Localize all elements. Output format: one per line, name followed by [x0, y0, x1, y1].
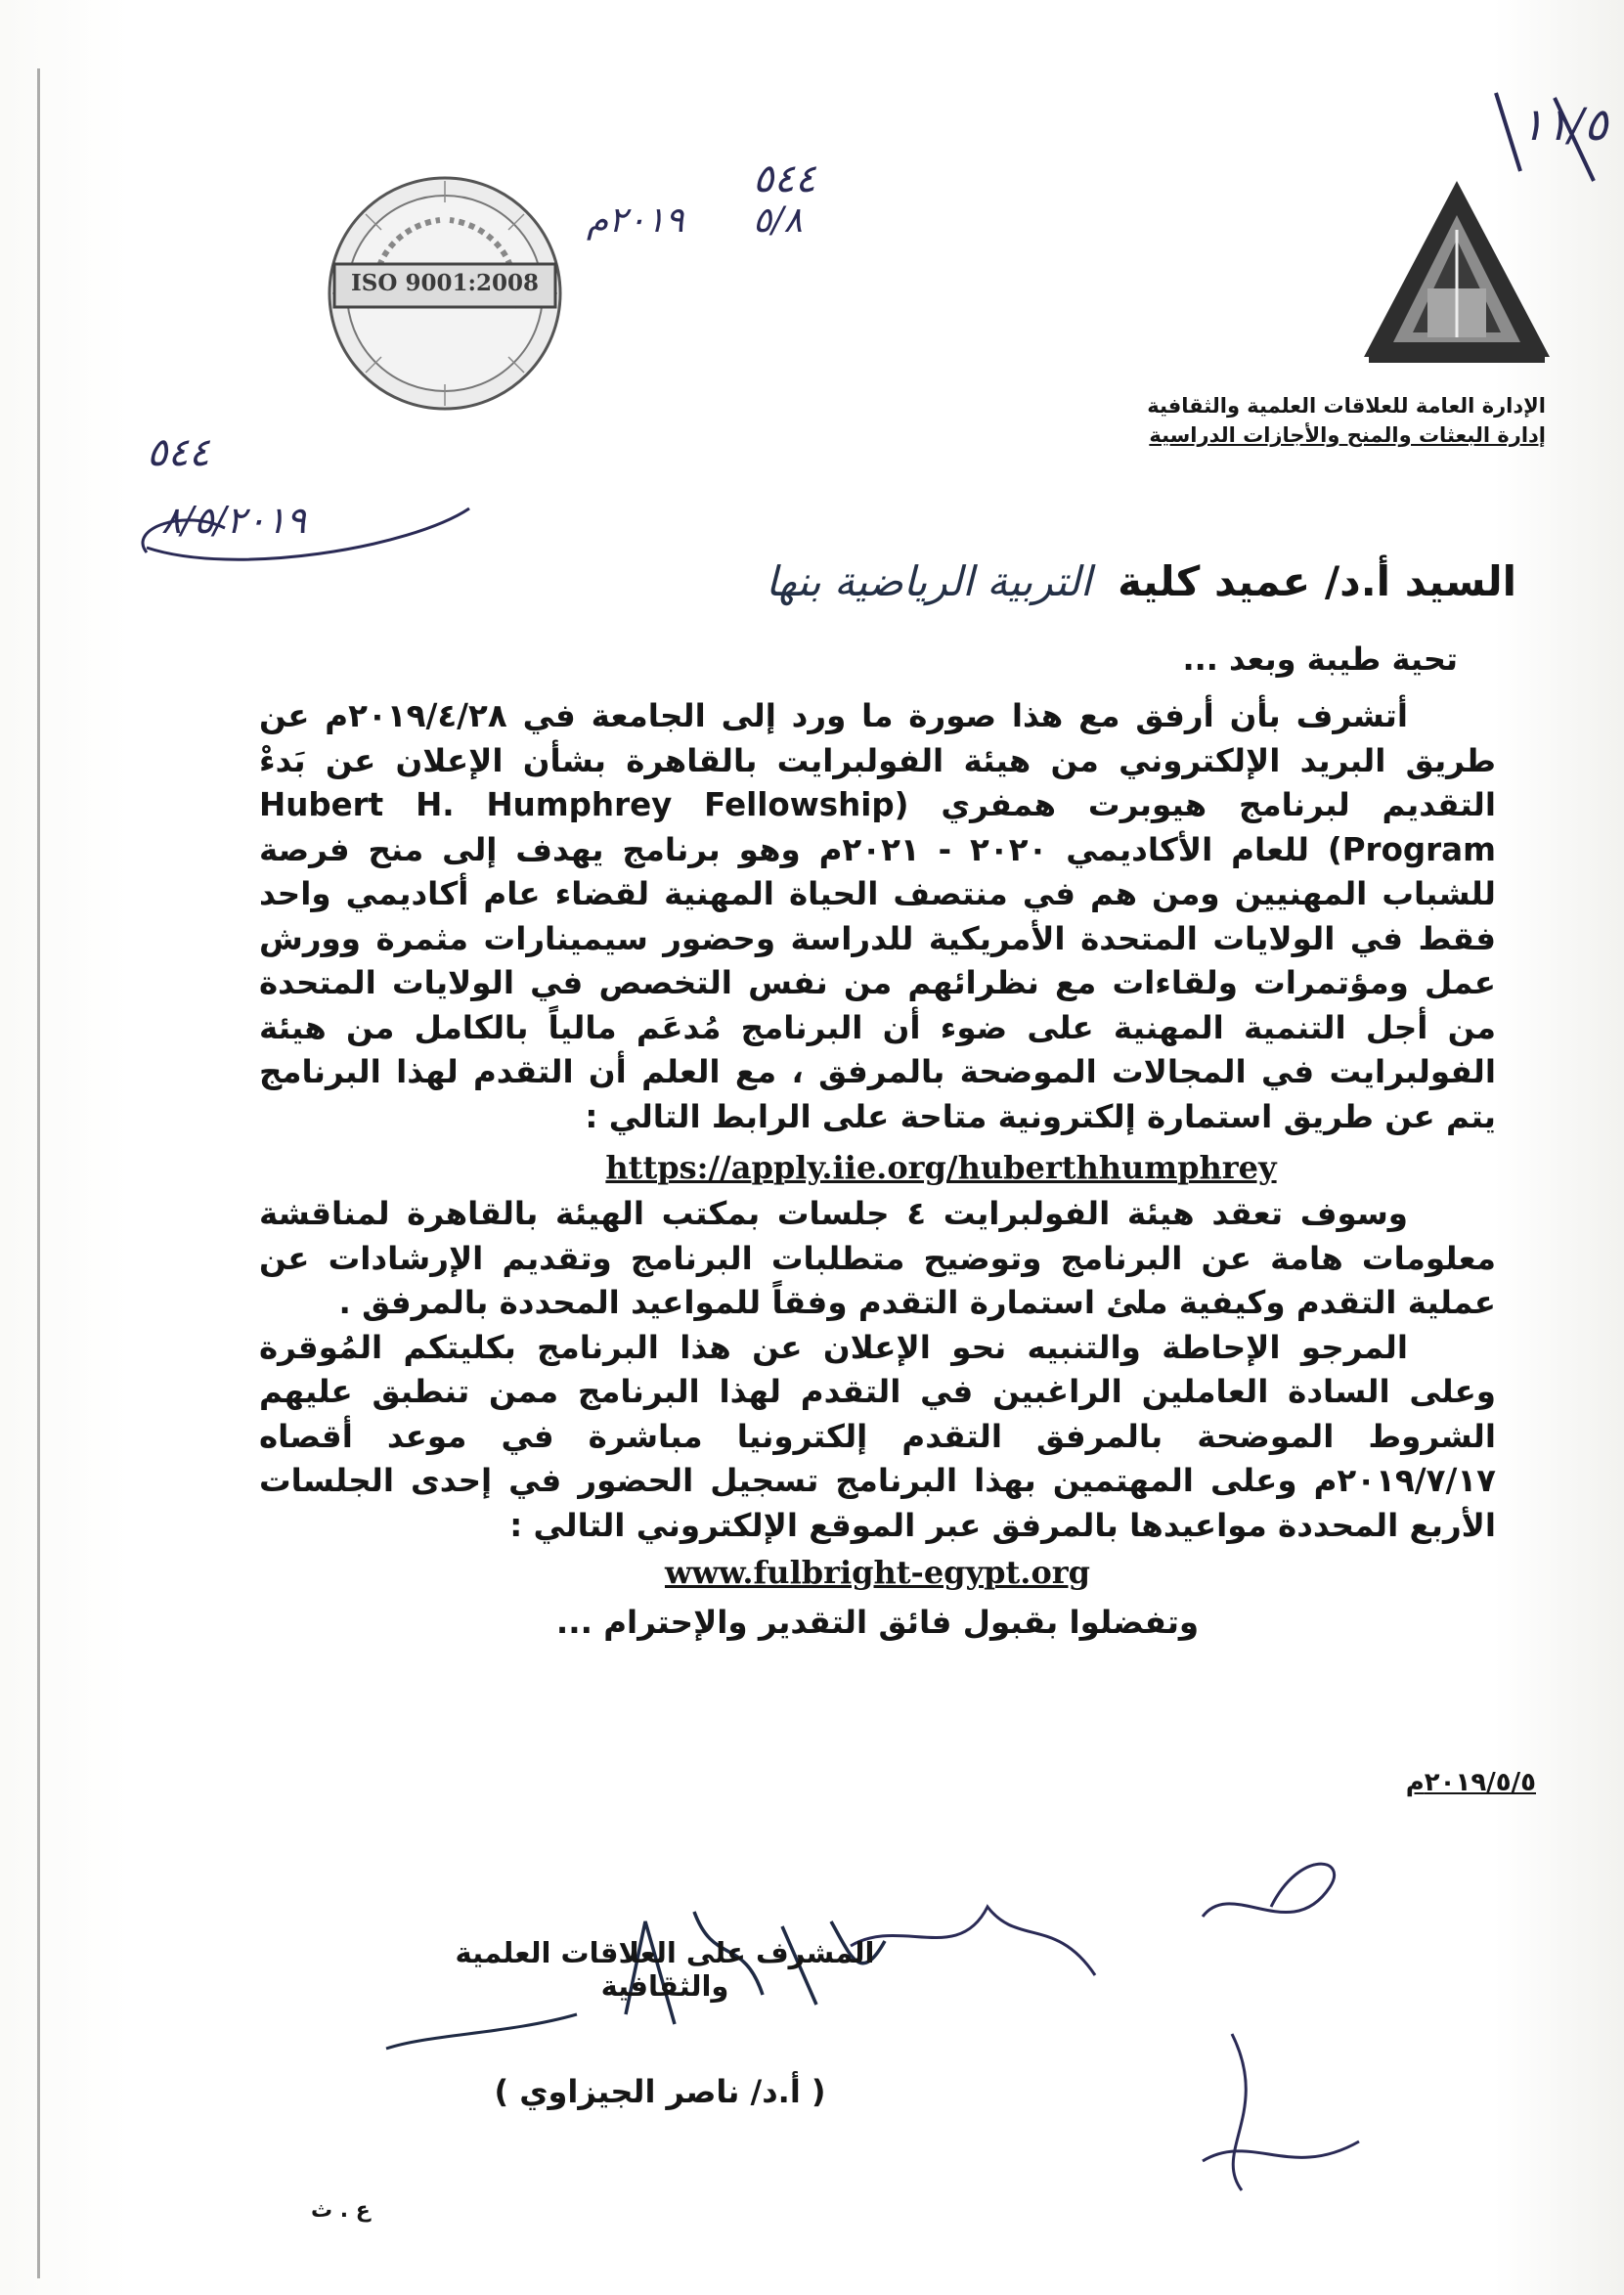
university-logo-icon — [1359, 171, 1555, 386]
signatory-name: ( أ.د/ ناصر الجيزاوي ) — [494, 2073, 826, 2110]
department-line-1: الإدارة العامة للعلاقات العلمية والثقافية — [1147, 394, 1546, 418]
closing-line: وتفضلوا بقبول فائق التقدير والإحترام ... — [555, 1604, 1200, 1641]
handwritten-number-left: ٥٤٤ — [147, 430, 210, 475]
addressee-handwritten: التربية الرياضية بنها — [766, 557, 1092, 605]
signatory-title: المشرف على العلاقات العلمية والثقافية — [455, 1936, 875, 2003]
handwritten-date-top: ٥/٨ — [753, 200, 803, 241]
application-link[interactable]: https://apply.iie.org/huberthhumphrey — [605, 1149, 1277, 1186]
addressee-title: السيد أ.د/ عميد كلية — [1118, 557, 1516, 605]
footer-code: ع . ث — [311, 2198, 371, 2223]
paragraph-announcement: أتشرف بأن أرفق مع هذا صورة ما ورد إلى الجامعة في ٢٠١٩/٤/٢٨م عن طريق البريد الإلكتروني من هيئة الفولبرايت بالقاهرة بشأن الإعلان عن بَدءْ التقديم لبرنامج هيوبرت همفري (Hubert H. Humphrey Fellowship Program) للعام الأكاديمي ٢٠٢٠ - ٢٠٢١م وهو برنامج يهدف إلى منح فرصة للشباب المهنيين ومن هم في منتصف الحياة المهنية لقضاء عام أكاديمي واحد فقط في الولايات المتحدة الأمريكية للدراسة وحضور سيمينارات مثمرة وورش عمل ومؤتمرات ولقاءات مع نظرائهم من نفس التخصص في الولايات المتحدة من أجل التنمية المهنية على ضوء أن البرنامج مُدعَم مالياً بالكامل من هيئة الفولبرايت في المجالات الموضحة بالمرفق ، مع العلم أن التقدم لهذا البرنامج يتم عن طريق استمارة إلكترونية متاحة على الرابط التالي : — [259, 697, 1496, 1135]
department-line-2: إدارة البعثات والمنح والأجازات الدراسية — [1149, 423, 1546, 447]
paragraph-request: المرجو الإحاطة والتنبيه نحو الإعلان عن هذا البرنامج بكليتكم المُوقرة وعلى السادة العاملين الراغبين في التقدم لهذا البرنامج ممن تنطبق عليهم الشروط الموضحة بالمرفق التقدم إلكترونيا مباشرة في موعد أقصاه ٢٠١٩/٧/١٧م وعلى المهتمين بهذا البرنامج تسجيل الحضور في إحدى الجلسات الأربع المحددة مواعيدها بالمرفق عبر الموقع الإلكتروني التالي : — [259, 1328, 1496, 1544]
paragraph-sessions: وسوف تعقد هيئة الفولبرايت ٤ جلسات بمكتب الهيئة بالقاهرة لمناقشة معلومات هامة عن البرنامج وتوضيح متطلبات البرنامج وتقديم الإرشادات عن عملية التقدم وكيفية ملئ استمارة التقدم وفقاً للمواعيد المحددة بالمرفق . — [259, 1195, 1496, 1321]
iso-seal-label: ISO 9001:2008 — [351, 270, 539, 296]
greeting: تحية طيبة وبعد ... — [1182, 640, 1458, 678]
handwritten-number-top: ٥٤٤ — [753, 156, 816, 201]
letter-body — [259, 694, 1496, 1646]
handwritten-margin-note: ١١/٥ — [1520, 98, 1608, 151]
handwritten-year-top: ٢٠١٩م — [587, 200, 684, 241]
letter-date: ٢٠١٩/٥/٥م — [1405, 1768, 1536, 1797]
fulbright-website-link[interactable]: www.fulbright-egypt.org — [664, 1554, 1091, 1591]
addressee-line — [441, 557, 1516, 605]
handwritten-date-left: ٨/٥/٢٠١٩ — [161, 499, 307, 542]
department-header — [1037, 391, 1546, 450]
